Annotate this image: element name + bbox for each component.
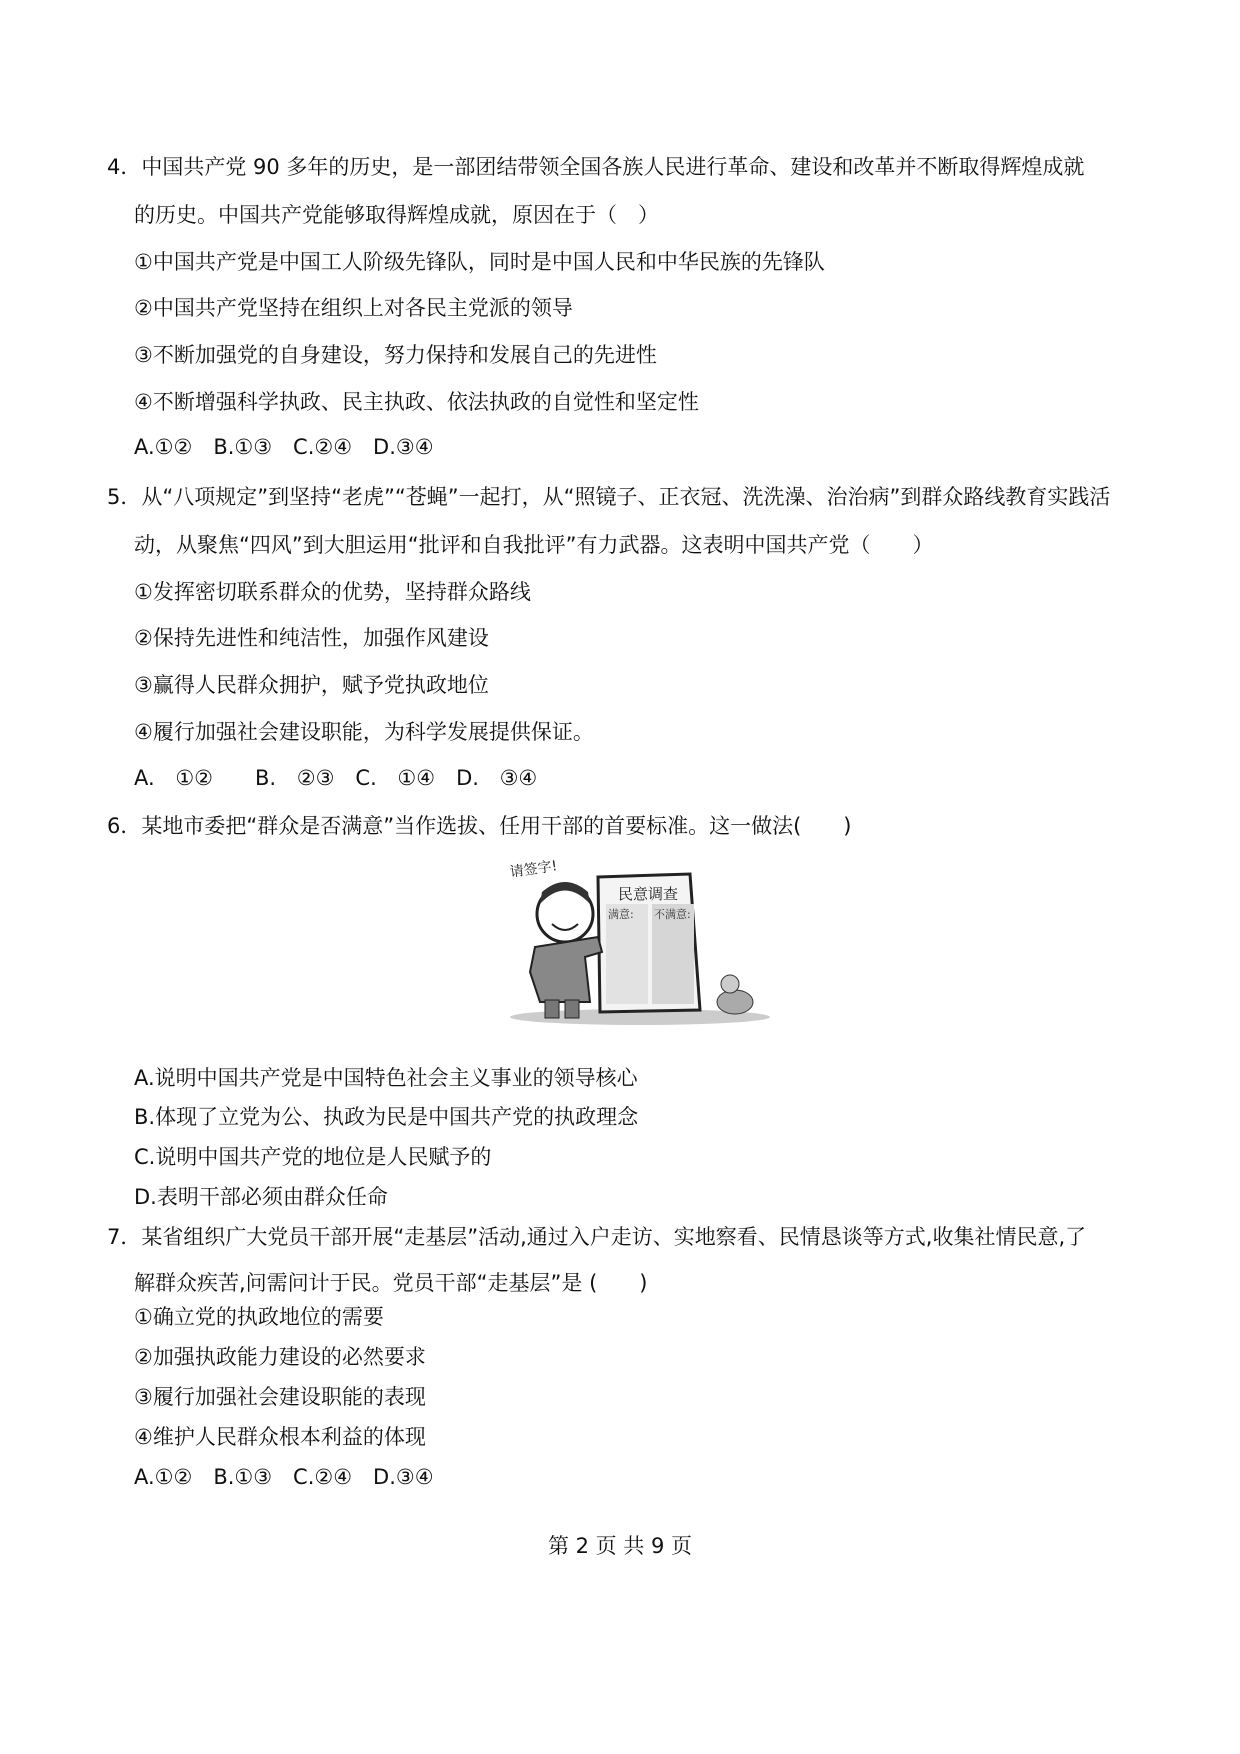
- question-4-item-3: ③不断加强党的自身建设，努力保持和发展自己的先进性: [134, 343, 657, 367]
- question-6-stem: 6．某地市委把“群众是否满意”当作选拔、任用干部的首要标准。这一做法( ): [107, 814, 852, 838]
- question-6-option-d: D.表明干部必须由群众任命: [134, 1185, 388, 1209]
- question-4-item-1: ①中国共产党是中国工人阶级先锋队，同时是中国人民和中华民族的先锋队: [134, 250, 825, 274]
- question-7-stem-1: 7．某省组织广大党员干部开展“走基层”活动,通过入户走访、实地察看、民情恳谈等方式,收集社情民意,了: [107, 1225, 1087, 1249]
- question-5-stem-2: 动，从聚焦“四风”到大胆运用“批评和自我批评”有力武器。这表明中国共产党（ ）: [134, 533, 934, 557]
- question-5-item-1: ①发挥密切联系群众的优势，坚持群众路线: [134, 580, 531, 604]
- question-6-option-c: C.说明中国共产党的地位是人民赋予的: [134, 1145, 492, 1169]
- question-7-item-3: ③履行加强社会建设职能的表现: [134, 1385, 426, 1409]
- board-col-unsatisfied: 不满意:: [654, 908, 691, 921]
- question-7-item-4: ④维护人民群众根本利益的体现: [134, 1425, 426, 1449]
- question-4-item-2: ②中国共产党坚持在组织上对各民主党派的领导: [134, 296, 573, 320]
- page-number-footer: 第 2 页 共 9 页: [547, 1534, 693, 1558]
- question-7-options: A.①② B.①③ C.②④ D.③④: [134, 1465, 434, 1489]
- board-col-satisfied: 满意:: [608, 908, 634, 921]
- board-title: 民意调查: [618, 885, 679, 903]
- question-5-item-3: ③赢得人民群众拥护，赋予党执政地位: [134, 673, 489, 697]
- survey-board: [598, 874, 700, 1012]
- question-6-option-a: A.说明中国共产党是中国特色社会主义事业的领导核心: [134, 1066, 638, 1090]
- question-5-stem-1: 5．从“八项规定”到坚持“老虎”“苍蝇”一起打，从“照镜子、正衣冠、洗洗澡、治治病”到群众路线教育实践活: [107, 485, 1111, 509]
- cartoon-opinion-survey-image: [490, 852, 770, 1030]
- question-4-stem-1: 4．中国共产党 90 多年的历史，是一部团结带领全国各族人民进行革命、建设和改革并不断取得辉煌成就: [107, 155, 1085, 179]
- question-7-item-2: ②加强执政能力建设的必然要求: [134, 1345, 426, 1369]
- question-5-item-4: ④履行加强社会建设职能，为科学发展提供保证。: [134, 720, 594, 744]
- question-6-option-b: B.体现了立党为公、执政为民是中国共产党的执政理念: [134, 1105, 639, 1129]
- question-4-item-4: ④不断增强科学执政、民主执政、依法执政的自觉性和坚定性: [134, 390, 699, 414]
- question-5-item-2: ②保持先进性和纯洁性，加强作风建设: [134, 626, 489, 650]
- question-4-stem-2: 的历史。中国共产党能够取得辉煌成就，原因在于（ ）: [134, 203, 659, 227]
- question-7-stem-2: 解群众疾苦,问需问计于民。党员干部“走基层”是 ( ): [134, 1271, 648, 1295]
- question-7-item-1: ①确立党的执政地位的需要: [134, 1305, 384, 1329]
- question-5-options: A. ①② B. ②③ C. ①④ D. ③④: [134, 766, 538, 790]
- question-4-options: A.①② B.①③ C.②④ D.③④: [134, 435, 434, 459]
- speech-bubble: 请签字!: [508, 858, 559, 881]
